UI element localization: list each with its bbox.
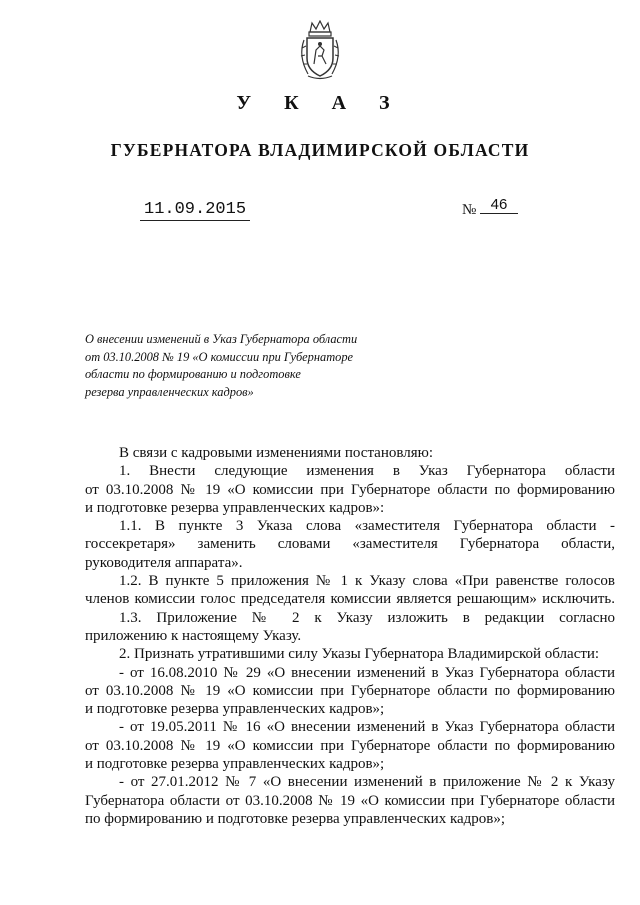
coat-of-arms-icon xyxy=(296,20,344,82)
body-line: членов комиссии голос председателя комиссии является решающим» исключить. xyxy=(85,591,615,608)
body-line: по формированию и подготовке резерва управленческих кадров»; xyxy=(85,810,506,827)
body-line: - от 16.08.2010 № 29 «О внесении изменений в Указ Губернатора области xyxy=(119,664,615,681)
subject-line: резерва управленческих кадров» xyxy=(85,384,254,399)
body-line: 1.1. В пункте 3 Указа слова «заместителя Губернатора области - xyxy=(119,518,615,535)
subject-line: от 03.10.2008 № 19 «О комиссии при Губернаторе xyxy=(85,349,354,364)
body-line: госсекретаря» заменить словами «заместителя Губернатора области, xyxy=(85,536,615,553)
body-line: от 03.10.2008 № 19 «О комиссии при Губернаторе области по формированию xyxy=(85,682,615,699)
body-line: 2. Признать утратившими силу Указы Губернатора Владимирской области: xyxy=(119,646,600,663)
body-line: В связи с кадровыми изменениями постановляю: xyxy=(119,445,434,461)
body-line: - от 27.01.2012 № 7 «О внесении изменений в приложение № 2 к Указу xyxy=(119,774,615,791)
body-line: 1. Внести следующие изменения в Указ Губернатора области xyxy=(119,463,615,480)
subject-line: области по формированию и подготовке xyxy=(85,367,301,381)
body-line: приложению к настоящему Указу. xyxy=(85,627,302,644)
body-line: руководителя аппарата». xyxy=(85,554,243,571)
body-line: от 03.10.2008 № 19 «О комиссии при Губернаторе области по формированию xyxy=(85,737,615,754)
body-line: и подготовке резерва управленческих кадров»; xyxy=(85,701,385,718)
document-number: 46 xyxy=(480,196,518,214)
document-date: 11.09.2015 xyxy=(140,200,250,221)
body-line: от 03.10.2008 № 19 «О комиссии при Губернаторе области по формированию xyxy=(85,481,615,498)
document-subject xyxy=(85,331,415,401)
subject-line: О внесении изменений в Указ Губернатора области xyxy=(85,332,358,346)
body-line: 1.2. В пункте 5 приложения № 1 к Указу слова «При равенстве голосов xyxy=(119,573,615,590)
body-line: - от 19.05.2011 № 16 «О внесении изменений в Указ Губернатора области xyxy=(119,719,615,736)
document-body xyxy=(85,444,615,828)
number-label: № xyxy=(462,202,477,218)
body-line: Губернатора области от 03.10.2008 № 19 «О комиссии при Губернаторе области xyxy=(85,792,615,809)
body-line: 1.3. Приложение № 2 к Указу изложить в редакции согласно xyxy=(119,609,615,626)
issuer-title: ГУБЕРНАТОРА ВЛАДИМИРСКОЙ ОБЛАСТИ xyxy=(110,140,530,160)
body-line: и подготовке резерва управленческих кадров»: xyxy=(85,499,385,516)
body-line: и подготовке резерва управленческих кадров»; xyxy=(85,756,385,773)
document-title: У К А З xyxy=(236,92,404,114)
